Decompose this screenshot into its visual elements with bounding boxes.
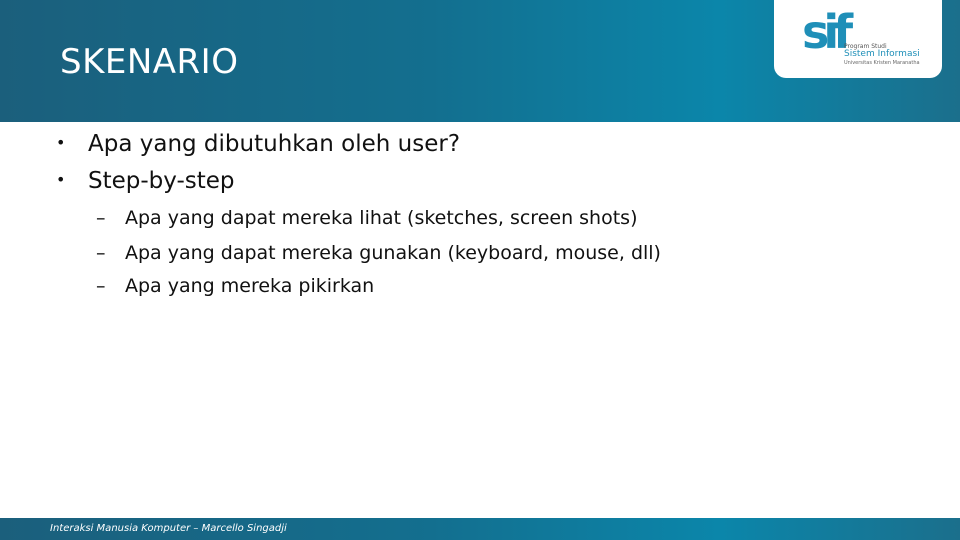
sub-bullet-item xyxy=(96,207,638,229)
bullet-text: Apa yang dibutuhkan oleh user? xyxy=(88,131,461,157)
bullet-marker: • xyxy=(56,170,66,189)
logo-line-2: Sistem Informasi xyxy=(844,49,920,59)
bullet-text: Step-by-step xyxy=(88,168,235,194)
logo-line-3: Universitas Kristen Maranatha xyxy=(844,60,920,66)
sub-bullet-item xyxy=(96,275,374,297)
logo-line-1: Program Studi xyxy=(844,43,887,50)
slide-title: SKENARIO xyxy=(60,42,239,82)
logo-mark: sif xyxy=(802,5,848,59)
footer-bar xyxy=(0,518,960,540)
sub-bullet-text: Apa yang dapat mereka gunakan (keyboard, mouse, dll) xyxy=(125,242,661,264)
bullet-item xyxy=(56,168,235,194)
sub-bullet-marker: – xyxy=(96,242,106,264)
sub-bullet-item xyxy=(96,242,661,264)
footer-text: Interaksi Manusia Komputer – Marcello Singadji xyxy=(50,523,287,534)
sub-bullet-text: Apa yang dapat mereka lihat (sketches, screen shots) xyxy=(125,207,638,229)
bullet-marker: • xyxy=(56,133,66,152)
logo xyxy=(774,0,942,78)
sub-bullet-marker: – xyxy=(96,207,106,229)
sub-bullet-text: Apa yang mereka pikirkan xyxy=(125,275,375,297)
bullet-item xyxy=(56,131,460,157)
sub-bullet-marker: – xyxy=(96,275,106,297)
header-banner xyxy=(0,0,960,122)
